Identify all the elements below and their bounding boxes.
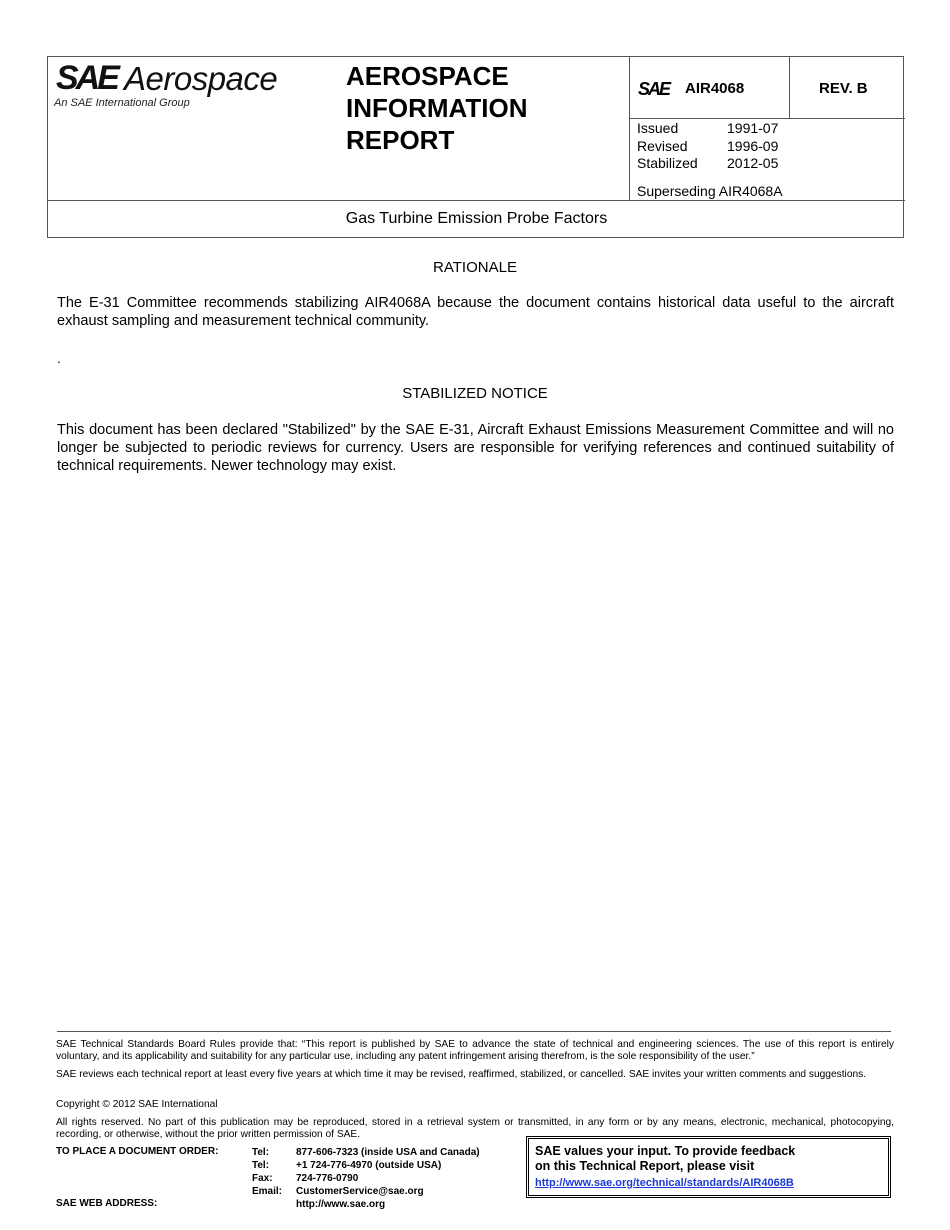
contact-row: [252, 1159, 480, 1172]
contact-label: Fax:: [252, 1173, 273, 1184]
header-divider: [48, 200, 905, 201]
feedback-link[interactable]: http://www.sae.org/technical/standards/AIR4068B: [535, 1177, 794, 1189]
history-value: 2012-05: [727, 155, 779, 171]
rationale-heading: RATIONALE: [433, 259, 517, 276]
history-label: Revised: [637, 137, 688, 154]
contact-label: [252, 1198, 296, 1211]
contact-row: [252, 1146, 480, 1159]
web-address-label: SAE WEB ADDRESS:: [56, 1198, 158, 1209]
sae-logo-mark: SAE: [56, 59, 117, 97]
superseding-note: Superseding AIR4068A: [637, 183, 783, 199]
document-type-line: INFORMATION: [346, 93, 528, 123]
history-row: [637, 138, 778, 156]
contact-row: [252, 1198, 480, 1211]
history-row: [637, 155, 778, 173]
feedback-line: on this Technical Report, please visit: [535, 1159, 755, 1173]
document-header: [47, 56, 904, 238]
copyright-text: Copyright © 2012 SAE International: [56, 1099, 218, 1110]
history-value: 1996-09: [727, 137, 779, 154]
stray-period: .: [57, 350, 61, 366]
contact-row: [252, 1172, 480, 1185]
feedback-text: [535, 1144, 795, 1174]
contact-row: [252, 1185, 480, 1198]
stabilized-notice-paragraph: This document has been declared "Stabilized" by the SAE E-31, Aircraft Exhaust Emissions Measurement Committee and will no longer be subjected to periodic reviews for currency. Users are responsible for verifying references and continued suitability of technical requirements. Newer technology may exist.: [57, 422, 894, 474]
document-type: [346, 60, 528, 156]
board-rules-text: SAE Technical Standards Board Rules provide that: “This report is published by SAE to advance the state of technical and engineering sciences. The use of this report is entirely voluntary, and its applicability and suitability for any particular use, including any patent infringement arising therefrom, is the sole responsibility of the user.”: [56, 1039, 894, 1062]
header-divider: [629, 57, 630, 200]
contact-label: Tel:: [252, 1147, 270, 1158]
order-label: TO PLACE A DOCUMENT ORDER:: [56, 1146, 219, 1157]
header-divider: [629, 118, 905, 119]
contact-phone[interactable]: +1 724-776-4970 (outside USA): [296, 1160, 442, 1171]
history-value: 1991-07: [727, 120, 779, 136]
website-link[interactable]: http://www.sae.org: [296, 1199, 386, 1210]
contact-label: Email:: [252, 1186, 283, 1197]
document-type-line: REPORT: [346, 125, 455, 155]
history-row: [637, 120, 778, 138]
history-label: Stabilized: [637, 155, 698, 171]
rationale-paragraph: The E-31 Committee recommends stabilizing AIR4068A because the document contains historical data useful to the aircraft exhaust sampling and measurement technical community.: [57, 295, 894, 329]
document-type-line: AEROSPACE: [346, 61, 509, 91]
contact-fax: 724-776-0790: [296, 1173, 359, 1184]
document-number: AIR4068: [685, 80, 745, 97]
aerospace-logo-text: Aerospace: [124, 60, 278, 97]
footer-divider: [57, 1031, 891, 1032]
feedback-line: SAE values your input. To provide feedback: [535, 1144, 796, 1158]
revision-label: REV. B: [819, 80, 868, 97]
header-divider: [789, 57, 790, 118]
document-history: [637, 120, 778, 173]
contact-label: Tel:: [252, 1160, 270, 1171]
contact-block: [252, 1146, 480, 1211]
history-label: Issued: [637, 120, 679, 136]
rights-text: All rights reserved. No part of this publication may be reproduced, stored in a retrieval system or transmitted, in any form or by any means, electronic, mechanical, photocopying, recording, or otherwise, without the prior written permission of SAE.: [56, 1117, 894, 1140]
review-text: SAE reviews each technical report at least every five years at which time it may be revised, reaffirmed, stabilized, or cancelled. SAE invites your written comments and suggestions.: [56, 1069, 867, 1080]
sae-small-logo: SAE: [638, 79, 670, 99]
document-title: Gas Turbine Emission Probe Factors: [345, 210, 608, 227]
contact-phone[interactable]: 877-606-7323 (inside USA and Canada): [296, 1147, 480, 1158]
stabilized-notice-heading: STABILIZED NOTICE: [402, 385, 548, 402]
feedback-box: [526, 1136, 891, 1198]
logo-subtitle: An SAE International Group: [54, 97, 190, 109]
contact-email[interactable]: CustomerService@sae.org: [296, 1186, 424, 1197]
